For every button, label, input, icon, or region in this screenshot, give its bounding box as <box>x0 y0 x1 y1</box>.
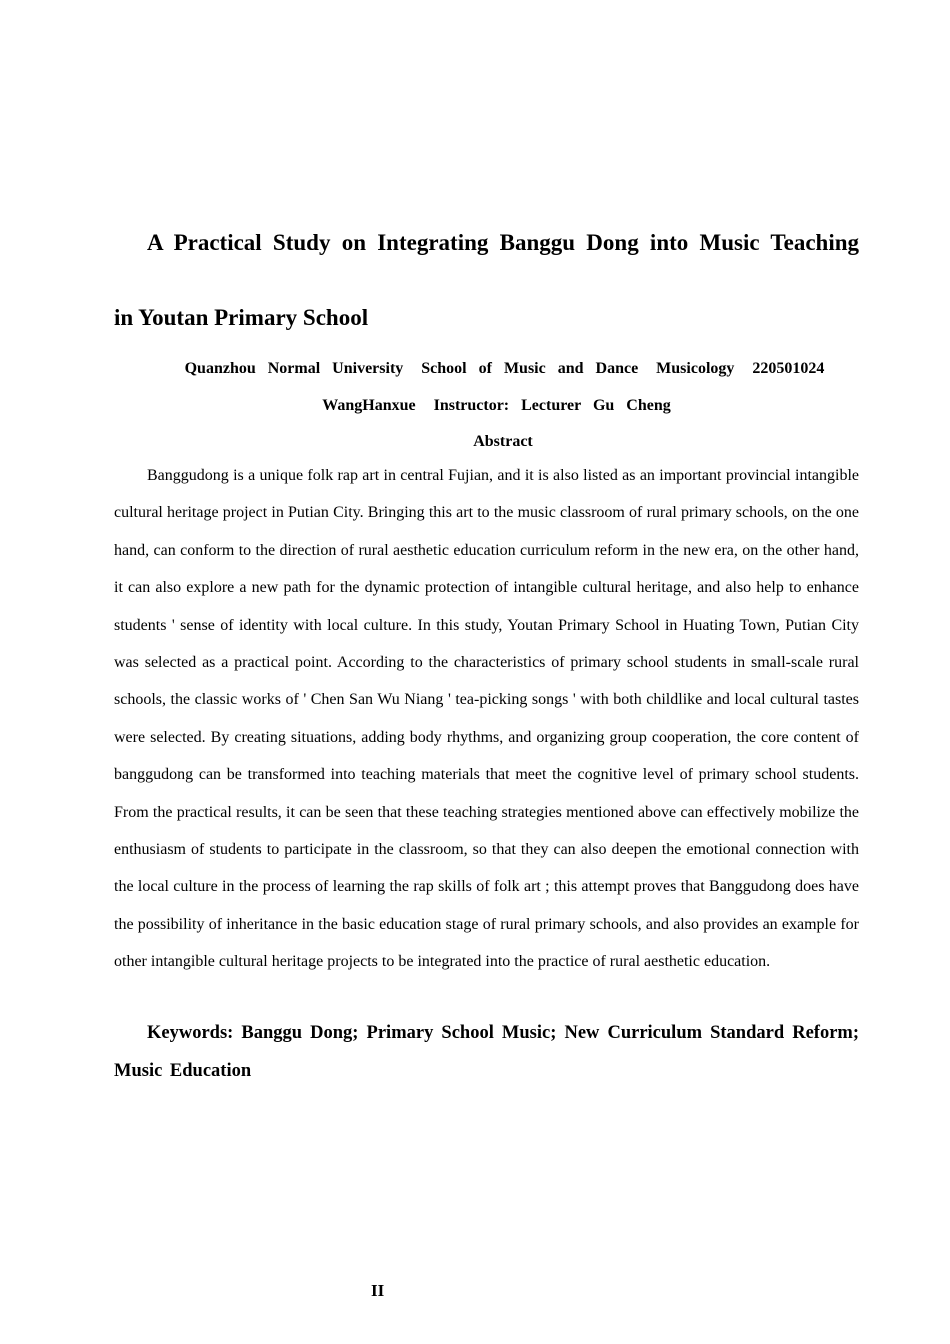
author-line: WangHanxue Instructor: Lecturer Gu Cheng <box>322 397 671 414</box>
affiliation-line: Quanzhou Normal University School of Music and Dance Musicology 220501024 <box>184 360 825 377</box>
keywords-paragraph: Keywords: Banggu Dong; Primary School Music; New Curriculum Standard Reform; Music Education <box>114 1023 859 1081</box>
page-number: II <box>371 1281 385 1300</box>
abstract-heading: Abstract <box>473 433 533 450</box>
paper-title-line-2: in Youtan Primary School <box>114 305 369 330</box>
abstract-body: Banggudong is a unique folk rap art in central Fujian, and it is also listed as an important provincial intangible cultural heritage project in Putian City. Bringing this art to the music classroom of rural primary schools, on the one hand, can conform to the direction of rural aesthetic education curriculum reform in the new era, on the other hand, it can also explore a new path for the dynamic protection of intangible cultural heritage, and also help to enhance students ' sense of identity with local culture. In this study, Youtan Primary School in Huating Town, Putian City was selected as a practical point. According to the characteristics of primary school students in small-scale rural schools, the classic works of ' Chen San Wu Niang ' tea-picking songs ' with both childlike and local cultural tastes were selected. By creating situations, adding body rhythms, and organizing group cooperation, the core content of banggudong can be transformed into teaching materials that meet the cognitive level of primary school students. From the practical results, it can be seen that these teaching strategies mentioned above can effectively mobilize the enthusiasm of students to participate in the classroom, so that they can also deepen the emotional connection with the local culture in the process of learning the rap skills of folk art ; this attempt proves that Banggudong does have the possibility of inheritance in the basic education stage of rural primary schools, and also provides an example for other intangible cultural heritage projects to be integrated into the practice of rural aesthetic education. <box>114 467 859 971</box>
paper-title-line-1: A Practical Study on Integrating Banggu Dong into Music Teaching <box>147 230 859 255</box>
